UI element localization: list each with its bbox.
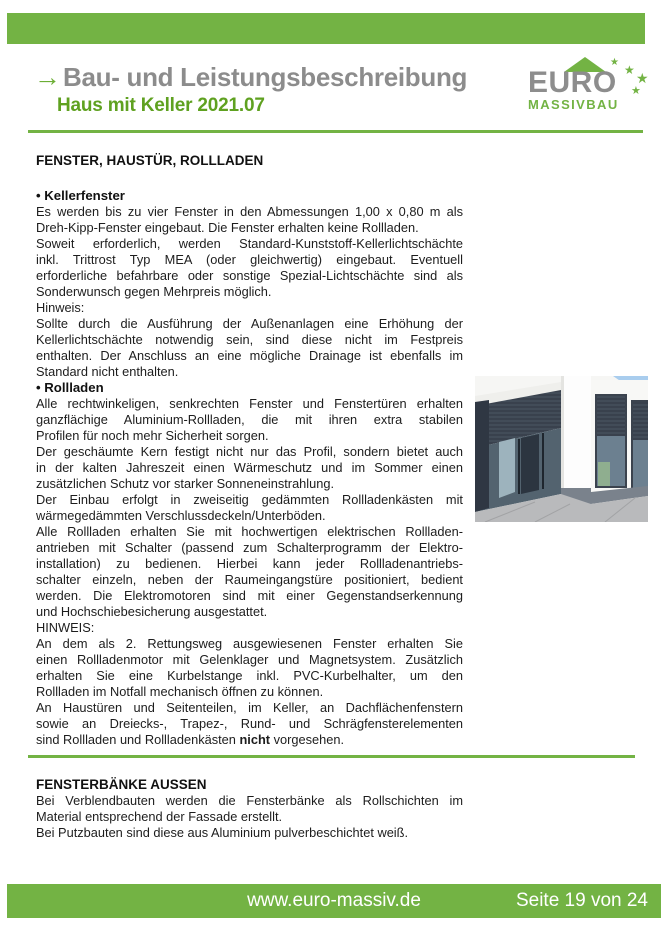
section <box>36 152 463 748</box>
text-line: inkl. Trittrost Typ MEA (oder gleichwertig) eingebaut. Eventuell <box>36 252 463 267</box>
top-green-bar <box>7 13 645 44</box>
text-line: An Haustüren und Seitenteilen, im Keller, an Dachflächenfenstern <box>36 700 463 715</box>
text-line: und Hochschiebesicherung ausgestattet. <box>36 604 268 619</box>
text-line: Material entsprechend der Fassade erstellt. <box>36 809 283 824</box>
header <box>34 62 467 117</box>
logo-text-euro: EURO <box>528 66 617 99</box>
text-line: Bei Putzbauten sind diese aus Aluminium pulverbeschichtet weiß. <box>36 825 409 840</box>
footer-website: www.euro-massiv.de <box>247 890 421 911</box>
text-line: antrieben mit Schalter (passend zum Schalterprogramm der Elektro- <box>36 540 463 555</box>
text-line: Sonderwunsch gegen Mehrpreis möglich. <box>36 284 272 299</box>
text-line: Soweit erforderlich, werden Standard-Kunststoff-Kellerlichtschächte <box>36 236 463 251</box>
footer-bar <box>7 884 661 918</box>
text-line: Sollte durch die Ausführung der Außenanlagen eine Erhöhung der <box>36 316 463 331</box>
text-line: An dem als 2. Rettungsweg ausgewiesenen Fenster erhalten Sie <box>36 636 463 651</box>
header-rule <box>28 130 643 133</box>
text-line: Kellerlichtschächte notwendig sein, sind diese nicht im Festpreis <box>36 332 463 347</box>
text-line: Alle Rollladen erhalten Sie mit hochwertigen elektrischen Rollladen- <box>36 524 463 539</box>
text-line: zusätzlichen Schutz vor starker Sonneneinstrahlung. <box>36 476 335 491</box>
text-line: Es werden bis zu vier Fenster in den Abmessungen 1,00 x 0,80 m als <box>36 204 463 219</box>
text-line: schalter einzeln, neben der Raumeingangstüre positioniert, bedient <box>36 572 463 587</box>
content-sections <box>36 152 463 841</box>
logo-text-massivbau: MASSIVBAU <box>528 97 619 112</box>
text-line: Alle rechtwinkeligen, senkrechten Fenster und Fenstertüren erhalten <box>36 396 463 411</box>
section-heading: FENSTER, HAUSTÜR, ROLLLADEN <box>36 153 264 168</box>
star-icon: ★ <box>631 85 641 97</box>
text-line: wärmegedämmten Verschlussdeckeln/Unterböden. <box>36 508 326 523</box>
block-title: • Kellerfenster <box>36 188 125 203</box>
section-divider <box>28 755 635 758</box>
text-line: in der kalten Jahreszeit einen Wärmeschutz und im Sommer einen <box>36 460 463 475</box>
arrow-icon: → <box>34 62 61 92</box>
text-line: Der Einbau erfolgt in zweiseitig gedämmten Rollladenkästen mit <box>36 492 463 507</box>
star-icon: ★ <box>636 70 649 86</box>
text-line: Standard nicht enthalten. <box>36 364 179 379</box>
footer-page-number: Seite 19 von 24 <box>515 890 648 911</box>
text-line: sowie an Dreiecks-, Trapez-, Rund- und Schrägfensterelementen <box>36 716 463 731</box>
text-line: enthalten. Der Anschluss an eine mögliche Drainage ist ebenfalls im <box>36 348 463 363</box>
text-line: HINWEIS: <box>36 620 95 635</box>
page-title: Bau- und Leistungsbeschreibung <box>63 62 468 92</box>
block-title: • Rollladen <box>36 380 104 395</box>
section-heading: FENSTERBÄNKE AUSSEN <box>36 777 207 792</box>
star-icon: ★ <box>610 57 619 68</box>
text-line: werden. Die Elektromotoren sind mit einer Gegenstandserkennung <box>36 588 463 603</box>
building-photo <box>475 376 648 522</box>
text-line: Bei Verblendbauten werden die Fensterbänke als Rollschichten im <box>36 793 463 808</box>
text-line: Der geschäumte Kern festigt nicht nur das Profil, sondern bietet auch <box>36 444 463 459</box>
text-line: sind Rollladen und Rollladenkästen nicht vorgesehen. <box>36 732 345 747</box>
page-subtitle: Haus mit Keller 2021.07 <box>57 95 265 116</box>
text-line: Dreh-Kipp-Fenster eingebaut. Die Fenster erhalten keine Rollladen. <box>36 220 419 235</box>
text-line: Rollladen im Notfall mechanisch öffnen zu können. <box>36 684 324 699</box>
star-icon: ★ <box>624 63 635 77</box>
text-line: installation) zu bedienen. Hierbei kann jeder Rollladenantriebs- <box>36 556 463 571</box>
text-line: Profilen für noch mehr Sicherheit sorgen. <box>36 428 269 443</box>
text-line: Hinweis: <box>36 300 85 315</box>
euro-massivbau-logo <box>520 54 655 120</box>
text-line: erhalten Sie eine Kurbelstange inkl. PVC-Kurbelhalter, um den <box>36 668 463 683</box>
section <box>36 776 463 841</box>
text-line: erforderliche befahrbare oder sonstige Spezial-Lichtschächte sind als <box>36 268 463 283</box>
text-line: ganzflächige Aluminium-Rollladen, die mit ihren extra stabilen <box>36 412 463 427</box>
text-line: einen Rollladenmotor mit Gelenklager und Magnetsystem. Zusätzlich <box>36 652 463 667</box>
